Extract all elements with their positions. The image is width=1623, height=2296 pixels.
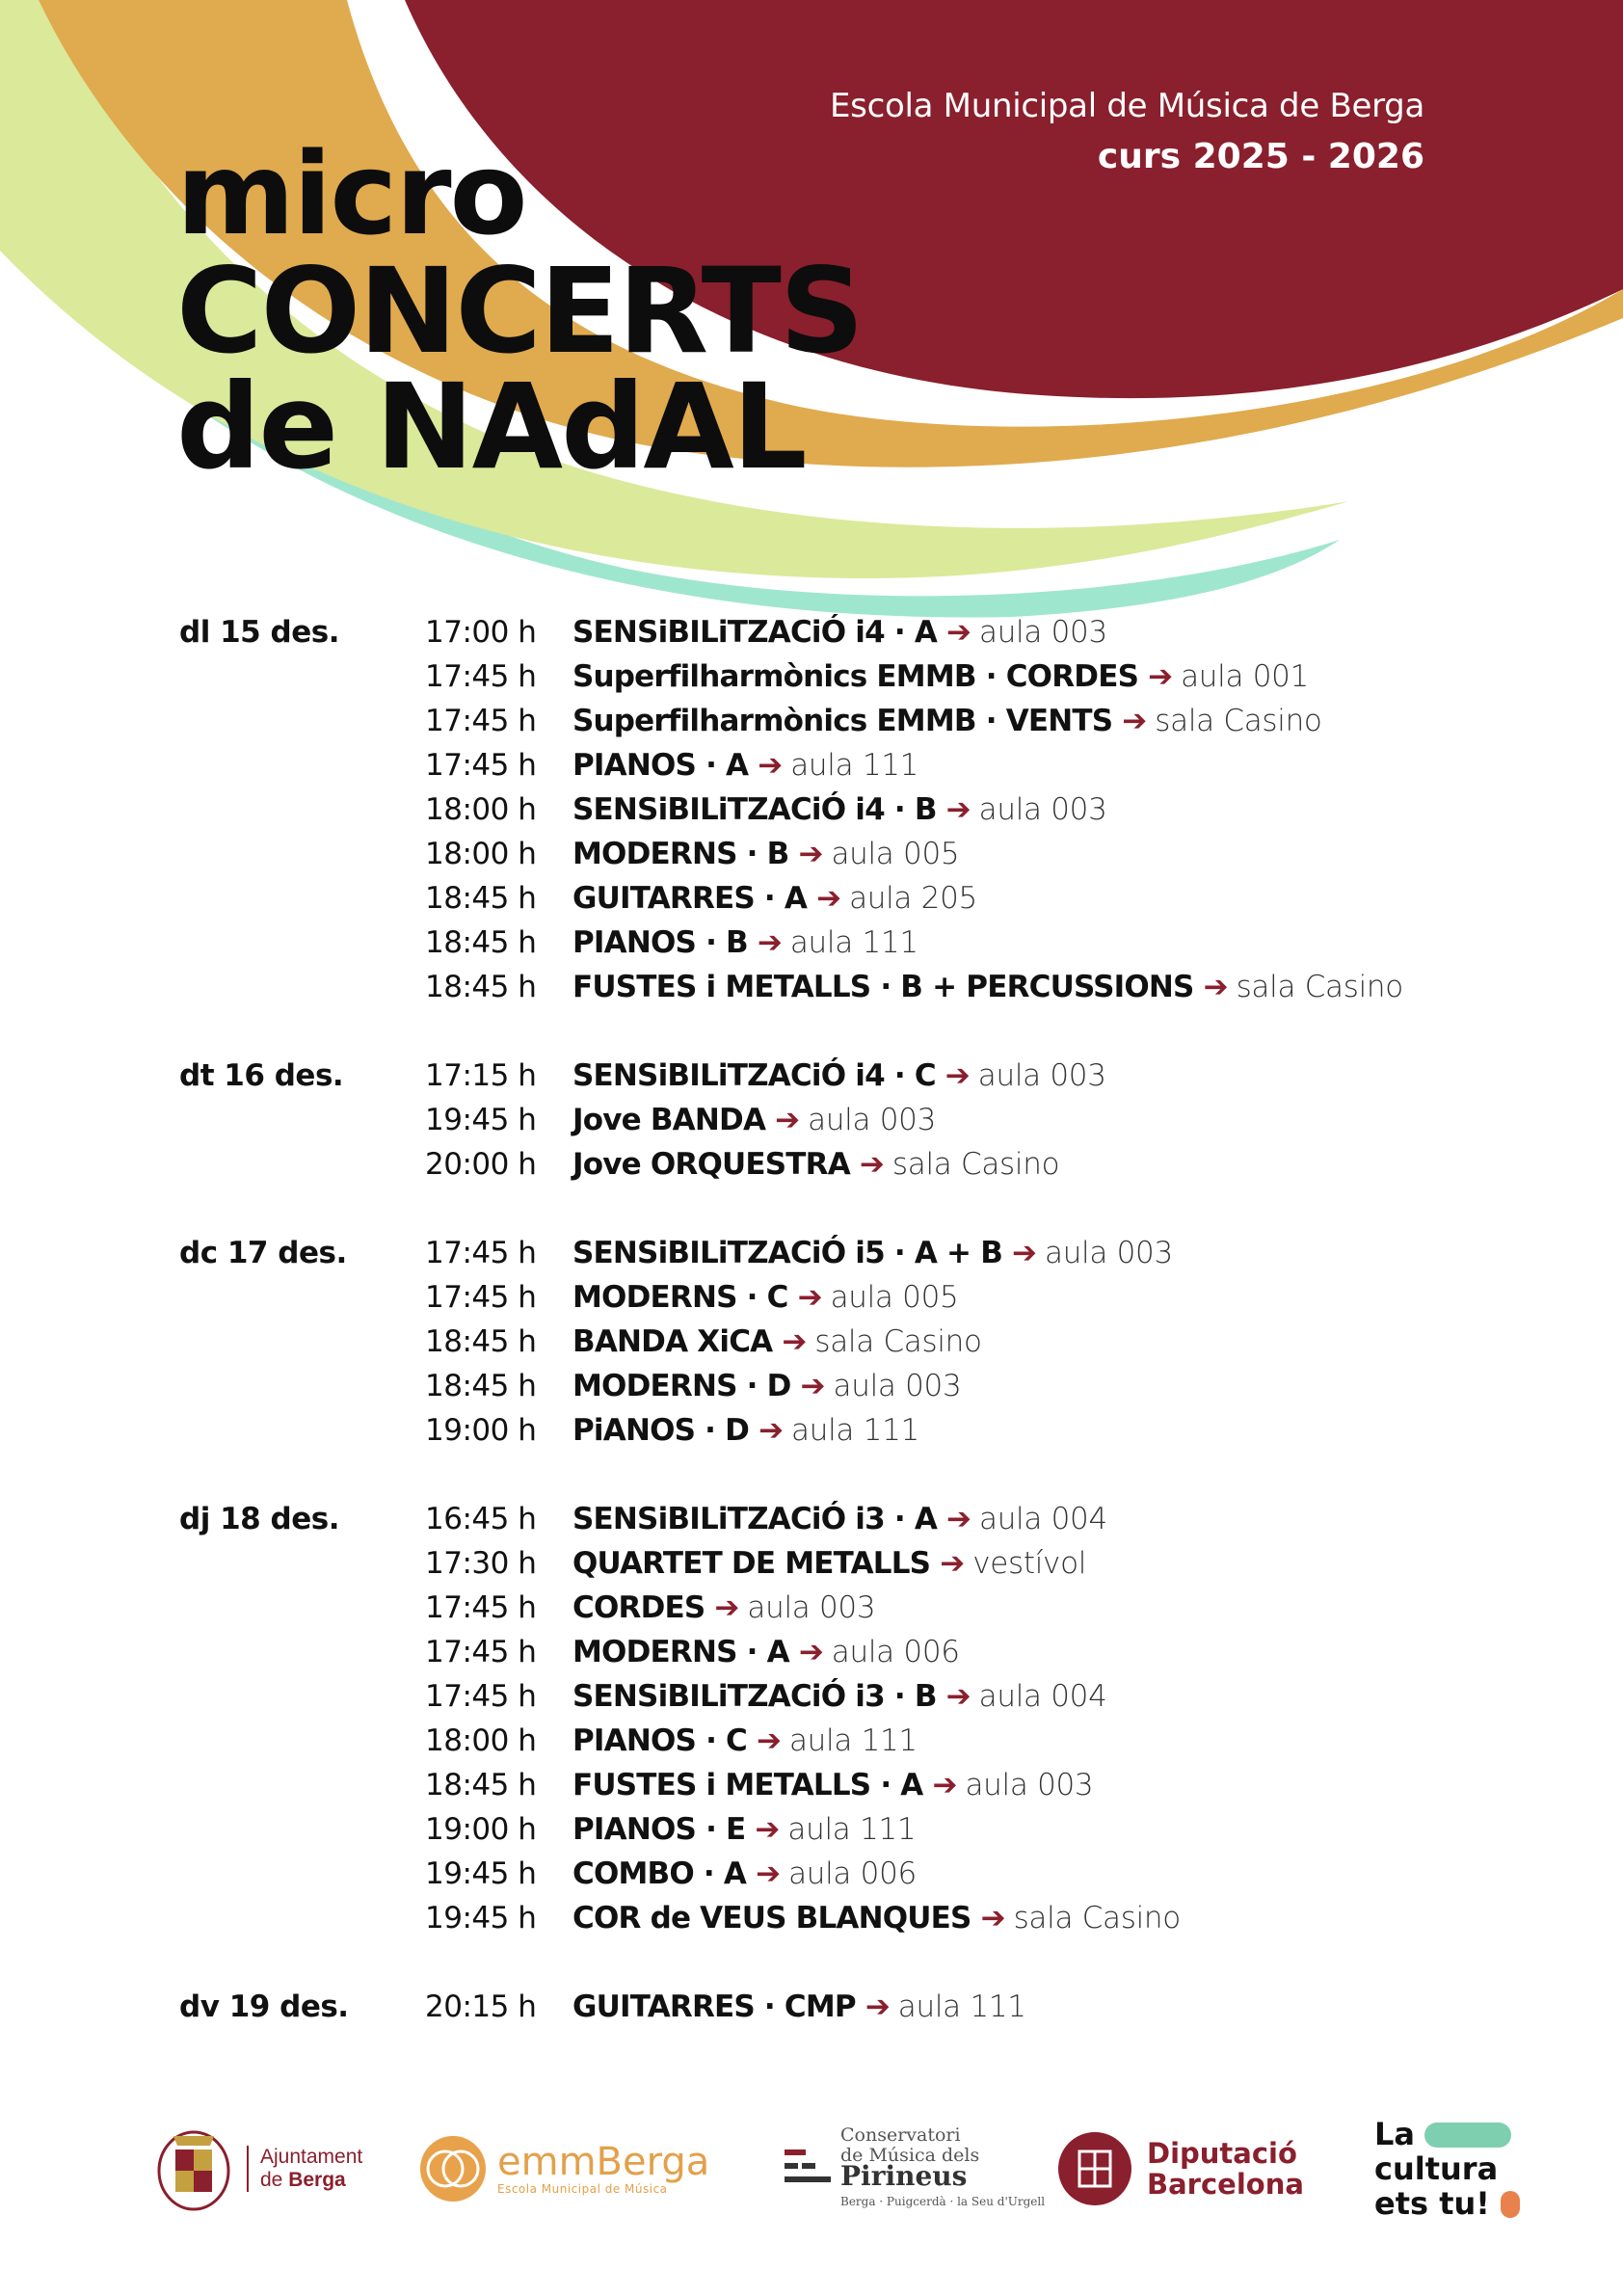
conservatori-line3: Pirineus	[840, 2160, 968, 2192]
event-details	[572, 1098, 936, 1142]
arrow-right-icon: ➔	[798, 837, 824, 871]
event-row	[179, 743, 1471, 788]
event-place: aula 001	[1181, 659, 1309, 694]
event-row	[179, 1763, 1471, 1807]
event-time: 20:15 h	[425, 1989, 537, 2024]
event-name: MODERNS · D	[572, 1369, 791, 1403]
event-row	[179, 1807, 1471, 1852]
emm-subtitle: Escola Municipal de Música	[497, 2182, 668, 2196]
event-place: aula 005	[831, 837, 960, 871]
arrow-right-icon: ➔	[946, 1502, 972, 1536]
cultura-dot-icon	[1501, 2191, 1520, 2218]
arrow-right-icon: ➔	[756, 1723, 782, 1758]
concert-schedule	[179, 610, 1471, 2073]
event-details	[572, 1719, 918, 1763]
cultura-line3: ets tu!	[1374, 2185, 1490, 2222]
event-name: COR de VEUS BLANQUES	[572, 1901, 971, 1936]
emmberga-logo	[416, 2101, 709, 2236]
event-time: 18:45 h	[425, 1768, 537, 1802]
day-block	[179, 1985, 1471, 2029]
event-row	[179, 788, 1471, 832]
event-details	[572, 1320, 982, 1364]
emm-name: emmBerga	[497, 2140, 710, 2184]
day-label: dc 17 des.	[179, 1236, 347, 1270]
event-time: 17:45 h	[425, 1280, 537, 1315]
event-place: aula 111	[790, 748, 919, 783]
conservatori-stairs-icon	[783, 2146, 833, 2192]
event-place: sala Casino	[1155, 704, 1322, 738]
arrow-right-icon: ➔	[865, 1989, 891, 2024]
arrow-right-icon: ➔	[1148, 659, 1174, 694]
emm-rings-icon	[416, 2132, 490, 2205]
event-place: aula 003	[1045, 1236, 1173, 1270]
event-time: 19:45 h	[425, 1103, 537, 1137]
event-name: PIANOS · A	[572, 748, 749, 783]
event-place: aula 111	[791, 1413, 919, 1448]
course-year: curs 2025 - 2026	[1097, 137, 1424, 176]
diputacio-line2: Barcelona	[1147, 2168, 1304, 2201]
arrow-right-icon: ➔	[756, 1856, 782, 1891]
event-row	[179, 1586, 1471, 1630]
day-label: dv 19 des.	[179, 1989, 349, 2024]
event-time: 17:45 h	[425, 1590, 537, 1625]
event-time: 17:15 h	[425, 1058, 537, 1093]
event-place: sala Casino	[891, 1147, 1060, 1182]
event-place: aula 003	[965, 1768, 1094, 1802]
arrow-right-icon: ➔	[755, 1812, 781, 1847]
day-label: dj 18 des.	[179, 1502, 339, 1536]
event-time: 19:00 h	[425, 1413, 537, 1448]
event-details	[572, 1054, 1106, 1098]
event-details	[572, 832, 959, 876]
event-name: Superfilharmònics EMMB · VENTS	[572, 704, 1113, 738]
event-row	[179, 1630, 1471, 1674]
school-name: Escola Municipal de Música de Berga	[829, 87, 1424, 125]
event-place: aula 205	[849, 881, 977, 916]
event-time: 18:45 h	[425, 881, 537, 916]
event-details	[572, 743, 918, 788]
event-details	[572, 1852, 917, 1896]
event-time: 17:00 h	[425, 615, 537, 650]
event-details	[572, 788, 1107, 832]
event-time: 17:45 h	[425, 1679, 537, 1714]
arrow-right-icon: ➔	[940, 1546, 966, 1581]
event-name: SENSiBILiTZACiÓ i3 · A	[572, 1502, 938, 1536]
event-details	[572, 1985, 1026, 2029]
event-place: aula 006	[831, 1635, 960, 1669]
event-place: aula 003	[977, 1058, 1106, 1093]
event-details	[572, 1231, 1173, 1275]
event-details	[572, 1541, 1086, 1586]
cultura-pill-icon	[1424, 2122, 1511, 2148]
event-place: aula 005	[830, 1280, 959, 1315]
event-name: PIANOS · C	[572, 1723, 747, 1758]
event-row	[179, 610, 1471, 654]
cultura-line2: cultura	[1374, 2150, 1499, 2187]
la-cultura-ets-tu-logo	[1374, 2101, 1520, 2236]
event-place: aula 111	[789, 925, 918, 960]
arrow-right-icon: ➔	[775, 1103, 801, 1137]
event-details	[572, 1408, 919, 1453]
event-time: 17:45 h	[425, 659, 537, 694]
arrow-right-icon: ➔	[945, 1058, 971, 1093]
event-details	[572, 965, 1403, 1009]
event-place: vestívol	[972, 1546, 1087, 1581]
event-details	[572, 1497, 1107, 1541]
event-row	[179, 699, 1471, 743]
event-name: CORDES	[572, 1590, 705, 1625]
event-time: 17:30 h	[425, 1546, 537, 1581]
event-row	[179, 1142, 1471, 1187]
event-time: 18:45 h	[425, 1369, 537, 1403]
event-details	[572, 610, 1107, 654]
title-line-micro: micro	[176, 127, 526, 260]
arrow-right-icon: ➔	[758, 748, 784, 783]
event-name: SENSiBILiTZACiÓ i4 · A	[572, 615, 938, 650]
event-name: MODERNS · C	[572, 1280, 788, 1315]
event-row	[179, 1674, 1471, 1719]
event-time: 18:45 h	[425, 1324, 537, 1359]
berga-coat-of-arms-icon	[154, 2124, 233, 2213]
conservatori-line2: de Música dels	[840, 2145, 980, 2166]
event-time: 17:45 h	[425, 704, 537, 738]
event-time: 17:45 h	[425, 748, 537, 783]
event-row	[179, 1054, 1471, 1098]
ajuntament-line2-bold: Berga	[288, 2169, 346, 2191]
day-block	[179, 610, 1471, 1009]
event-place: aula 003	[833, 1369, 962, 1403]
event-time: 18:00 h	[425, 837, 537, 871]
event-time: 19:45 h	[425, 1901, 537, 1936]
event-place: aula 111	[787, 1812, 917, 1847]
event-name: QUARTET DE METALLS	[572, 1546, 931, 1581]
arrow-right-icon: ➔	[758, 1413, 785, 1448]
event-details	[572, 1674, 1107, 1719]
sponsor-logos	[0, 2101, 1623, 2236]
event-name: BANDA XiCA	[572, 1324, 773, 1359]
arrow-right-icon: ➔	[757, 925, 783, 960]
event-time: 17:45 h	[425, 1236, 537, 1270]
event-row	[179, 654, 1471, 699]
event-name: MODERNS · B	[572, 837, 789, 871]
event-name: PIANOS · E	[572, 1812, 746, 1847]
event-name: PiANOS · D	[572, 1413, 750, 1448]
title-line-nadal: de NAdAL	[176, 359, 806, 495]
event-place: aula 003	[978, 792, 1107, 827]
arrow-right-icon: ➔	[980, 1901, 1006, 1936]
event-place: sala Casino	[1013, 1901, 1181, 1936]
event-name: Jove ORQUESTRA	[572, 1147, 850, 1182]
conservatori-line1: Conservatori	[840, 2124, 961, 2146]
event-name: SENSiBILiTZACiÓ i3 · B	[572, 1679, 937, 1714]
event-place: aula 003	[979, 615, 1107, 650]
event-place: aula 111	[897, 1989, 1026, 2024]
event-time: 20:00 h	[425, 1147, 537, 1182]
event-row	[179, 1275, 1471, 1320]
event-time: 18:00 h	[425, 1723, 537, 1758]
event-row	[179, 1231, 1471, 1275]
event-row	[179, 921, 1471, 965]
event-row	[179, 1985, 1471, 2029]
day-block	[179, 1054, 1471, 1187]
arrow-right-icon: ➔	[1012, 1236, 1038, 1270]
event-row	[179, 1719, 1471, 1763]
event-row	[179, 876, 1471, 921]
event-time: 16:45 h	[425, 1502, 537, 1536]
event-name: Superfilharmònics EMMB · CORDES	[572, 659, 1139, 694]
event-place: sala Casino	[1236, 970, 1403, 1004]
event-row	[179, 1098, 1471, 1142]
event-details	[572, 1807, 916, 1852]
event-name: SENSiBILiTZACiÓ i5 · A + B	[572, 1236, 1003, 1270]
event-time: 18:00 h	[425, 792, 537, 827]
conservatori-line4: Berga · Puigcerdà · la Seu d'Urgell	[840, 2195, 1046, 2208]
ajuntament-line1: Ajuntament	[260, 2146, 363, 2168]
day-block	[179, 1497, 1471, 1940]
arrow-right-icon: ➔	[800, 1369, 826, 1403]
event-time: 19:45 h	[425, 1856, 537, 1891]
day-label: dl 15 des.	[179, 615, 339, 650]
event-details	[572, 699, 1322, 743]
event-time: 18:45 h	[425, 970, 537, 1004]
event-place: aula 004	[979, 1502, 1107, 1536]
arrow-right-icon: ➔	[798, 1635, 824, 1669]
event-details	[572, 1142, 1059, 1187]
event-name: SENSiBILiTZACiÓ i4 · B	[572, 792, 937, 827]
event-row	[179, 1896, 1471, 1940]
event-row	[179, 965, 1471, 1009]
event-name: PIANOS · B	[572, 925, 748, 960]
event-place: aula 004	[978, 1679, 1107, 1714]
event-time: 17:45 h	[425, 1635, 537, 1669]
event-place: aula 111	[788, 1723, 918, 1758]
event-time: 19:00 h	[425, 1812, 537, 1847]
diputacio-barcelona-logo	[1056, 2101, 1304, 2236]
event-name: SENSiBILiTZACiÓ i4 · C	[572, 1058, 936, 1093]
arrow-right-icon: ➔	[1122, 704, 1148, 738]
event-details	[572, 1896, 1181, 1940]
event-details	[572, 1275, 958, 1320]
event-details	[572, 1630, 960, 1674]
event-details	[572, 1364, 961, 1408]
event-row	[179, 1852, 1471, 1896]
event-details	[572, 921, 918, 965]
event-row	[179, 832, 1471, 876]
event-place: aula 003	[808, 1103, 937, 1137]
day-block	[179, 1231, 1471, 1453]
event-time: 18:45 h	[425, 925, 537, 960]
event-name: Jove BANDA	[572, 1103, 766, 1137]
arrow-right-icon: ➔	[714, 1590, 740, 1625]
event-name: MODERNS · A	[572, 1635, 789, 1669]
event-details	[572, 654, 1309, 699]
poster-title	[176, 127, 863, 495]
event-name: COMBO · A	[572, 1856, 747, 1891]
event-name: FUSTES i METALLS · B + PERCUSSIONS	[572, 970, 1194, 1004]
arrow-right-icon: ➔	[946, 615, 972, 650]
event-details	[572, 876, 977, 921]
event-row	[179, 1320, 1471, 1364]
ajuntament-line2-prefix: de	[260, 2169, 283, 2191]
event-row	[179, 1364, 1471, 1408]
event-details	[572, 1586, 875, 1630]
event-name: GUITARRES · CMP	[572, 1989, 856, 2024]
diputacio-line1: Diputació	[1147, 2137, 1297, 2170]
arrow-right-icon: ➔	[945, 1679, 971, 1714]
event-row	[179, 1497, 1471, 1541]
ajuntament-berga-logo	[154, 2101, 362, 2236]
day-label: dt 16 des.	[179, 1058, 344, 1093]
title-line-concerts: CONCERTS	[176, 243, 863, 380]
event-row	[179, 1408, 1471, 1453]
arrow-right-icon: ➔	[816, 881, 842, 916]
event-place: sala Casino	[814, 1324, 982, 1359]
arrow-right-icon: ➔	[797, 1280, 823, 1315]
event-row	[179, 1541, 1471, 1586]
conservatori-logo	[783, 2101, 1045, 2236]
arrow-right-icon: ➔	[859, 1147, 885, 1182]
cultura-line1: La	[1374, 2116, 1415, 2152]
event-name: GUITARRES · A	[572, 881, 808, 916]
arrow-right-icon: ➔	[782, 1324, 808, 1359]
arrow-right-icon: ➔	[1203, 970, 1229, 1004]
event-place: aula 003	[747, 1590, 876, 1625]
event-name: FUSTES i METALLS · A	[572, 1768, 923, 1802]
arrow-right-icon: ➔	[945, 792, 971, 827]
arrow-right-icon: ➔	[932, 1768, 958, 1802]
event-details	[572, 1763, 1093, 1807]
diputacio-seal-icon	[1056, 2130, 1133, 2207]
event-place: aula 006	[788, 1856, 917, 1891]
